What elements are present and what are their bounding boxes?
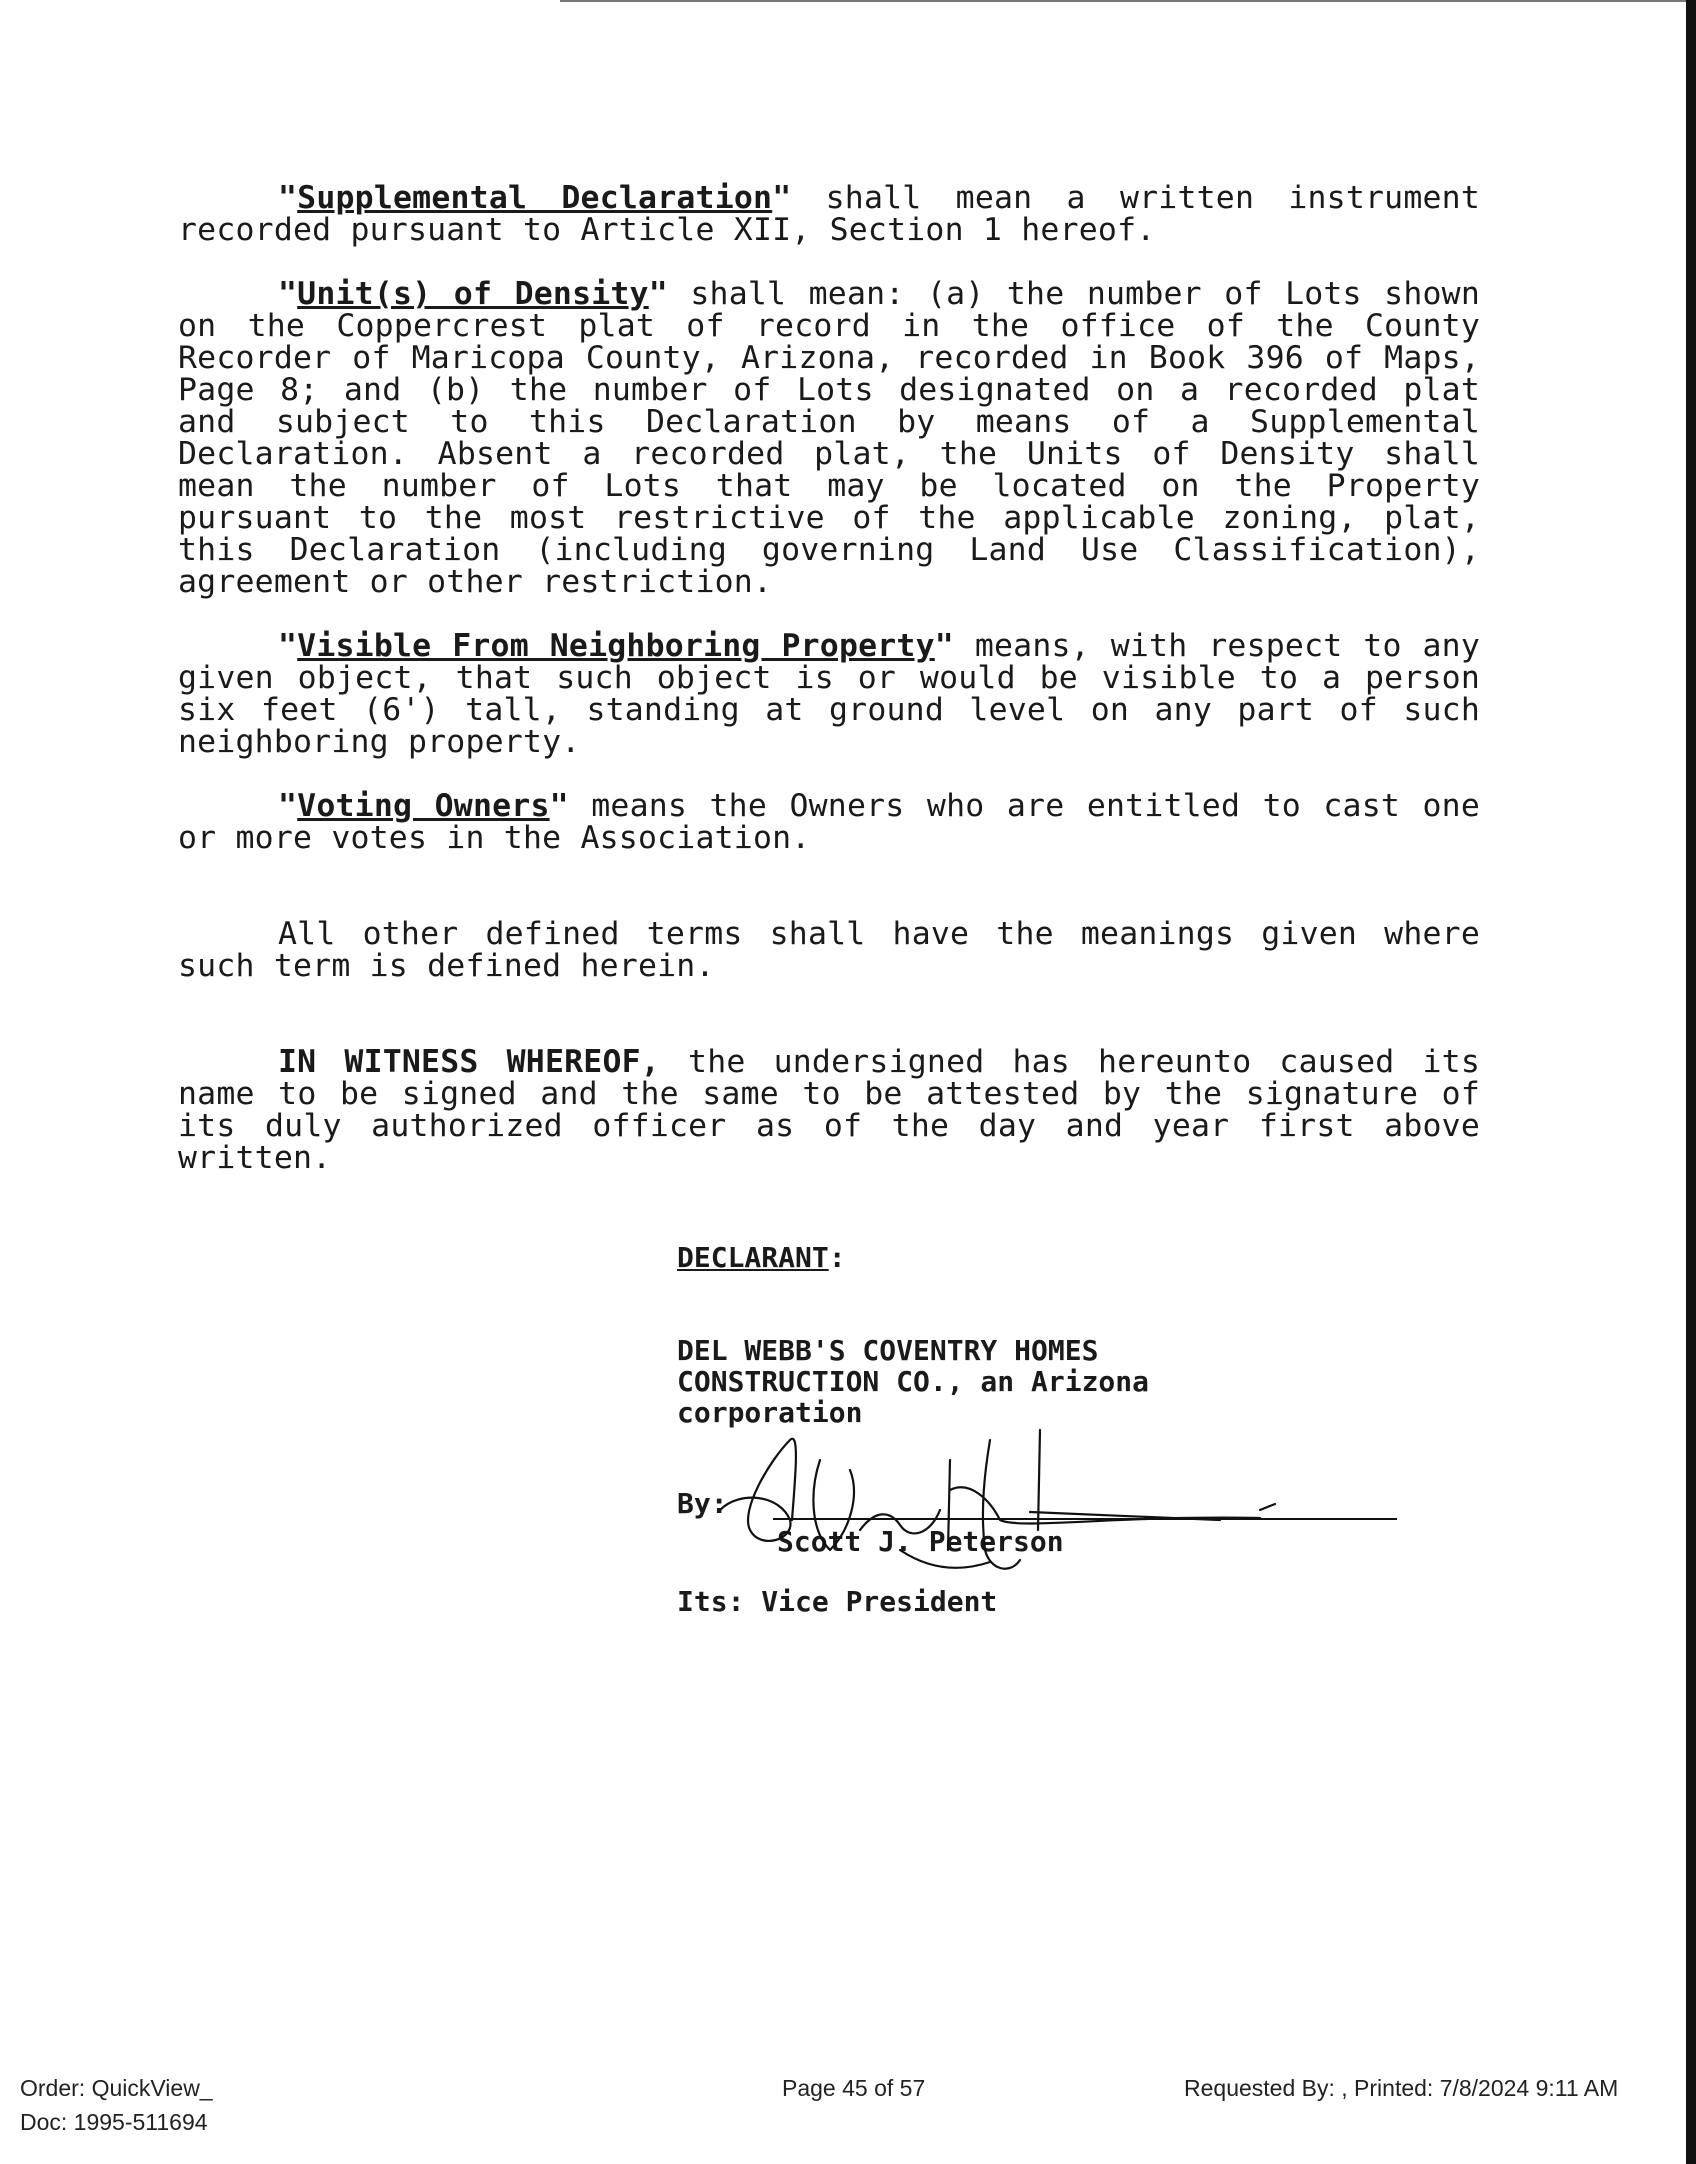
defined-term: Visible From Neighboring Property bbox=[297, 628, 935, 664]
defined-term: Supplemental Declaration bbox=[297, 180, 773, 216]
paragraph-supplemental-declaration: "Supplemental Declaration" shall mean a written instrument recorded pursuant to Article XII, Section 1 hereof. bbox=[178, 180, 1480, 248]
definition-text: shall mean: (a) the number of Lots shown on the Coppercrest plat of record in the office of the County Recorder of Maricopa County, Arizona, recorded in Book 396 of Maps, Page 8; and (b) the number of Lots designated on a recorded plat and subject to this Declaration by means of a Supplemental Declaration. Absent a recorded plat, the Units of Density shall mean the number of Lots that may be located on the Property pursuant to the most restrictive of the applicable zoning, plat, this Declaration (including governing Land Use Classification), agreement or other restriction. bbox=[178, 276, 1481, 600]
scan-right-edge bbox=[1686, 0, 1696, 2164]
handwritten-signature bbox=[700, 1400, 1300, 1600]
paragraph-in-witness-whereof bbox=[178, 1046, 1480, 1174]
by-label: By: bbox=[677, 1487, 728, 1520]
definition-text: means the Owners who are entitled to cast one or more votes in the Association. bbox=[178, 788, 1480, 856]
witness-text: the undersigned has hereunto caused its name to be signed and the same to be attested by the signature of its duly authorized officer as of the day and year first above written. bbox=[178, 1044, 1480, 1176]
footer-requested-printed: Requested By: , Printed: 7/8/2024 9:11 AM bbox=[1184, 2075, 1619, 2101]
signer-title: Its: Vice President bbox=[677, 1585, 998, 1618]
definition-text: means, with respect to any given object, that such object is or would be visible to a person six feet (6') tall, standing at ground level on any part of such neighboring property. bbox=[178, 628, 1481, 760]
witness-lead: IN WITNESS WHEREOF, bbox=[278, 1044, 660, 1080]
definition-text: shall mean a written instrument recorded pursuant to Article XII, Section 1 hereof. bbox=[178, 180, 1480, 248]
declarant-heading: DECLARANT: bbox=[677, 1241, 846, 1274]
footer-order: Order: QuickView_ bbox=[20, 2075, 213, 2101]
defined-term: Unit(s) of Density bbox=[297, 276, 649, 312]
footer-page-number: Page 45 of 57 bbox=[782, 2075, 926, 2101]
paragraph-visible-from-neighboring-property: "Visible From Neighboring Property" means, with respect to any given object, that such object is or would be visible to a person six feet (6') tall, standing at ground level on any part of such neighboring property. bbox=[178, 628, 1481, 760]
defined-term: Voting Owners bbox=[297, 788, 550, 824]
paragraph-units-of-density: "Unit(s) of Density" shall mean: (a) the number of Lots shown on the Coppercrest plat of record in the office of the County Recorder of Maricopa County, Arizona, recorded in Book 396 of Maps, Page 8; and (b) the number of Lots designated on a recorded plat and subject to this Declaration by means of a Supplemental Declaration. Absent a recorded plat, the Units of Density shall mean the number of Lots that may be located on the Property pursuant to the most restrictive of the applicable zoning, plat, this Declaration (including governing Land Use Classification), agreement or other restriction. bbox=[178, 276, 1481, 600]
footer-doc-number: Doc: 1995-511694 bbox=[20, 2109, 208, 2135]
paragraph-voting-owners: "Voting Owners" means the Owners who are entitled to cast one or more votes in the Association. bbox=[178, 788, 1480, 856]
paragraph-other-terms: All other defined terms shall have the meanings given where such term is defined herein. bbox=[178, 916, 1480, 984]
signer-name: Scott J. Peterson bbox=[777, 1525, 1064, 1558]
scan-top-edge bbox=[560, 0, 1696, 2]
corporation-name: DEL WEBB'S COVENTRY HOMES CONSTRUCTION CO., an Arizona corporation bbox=[677, 1334, 1150, 1429]
